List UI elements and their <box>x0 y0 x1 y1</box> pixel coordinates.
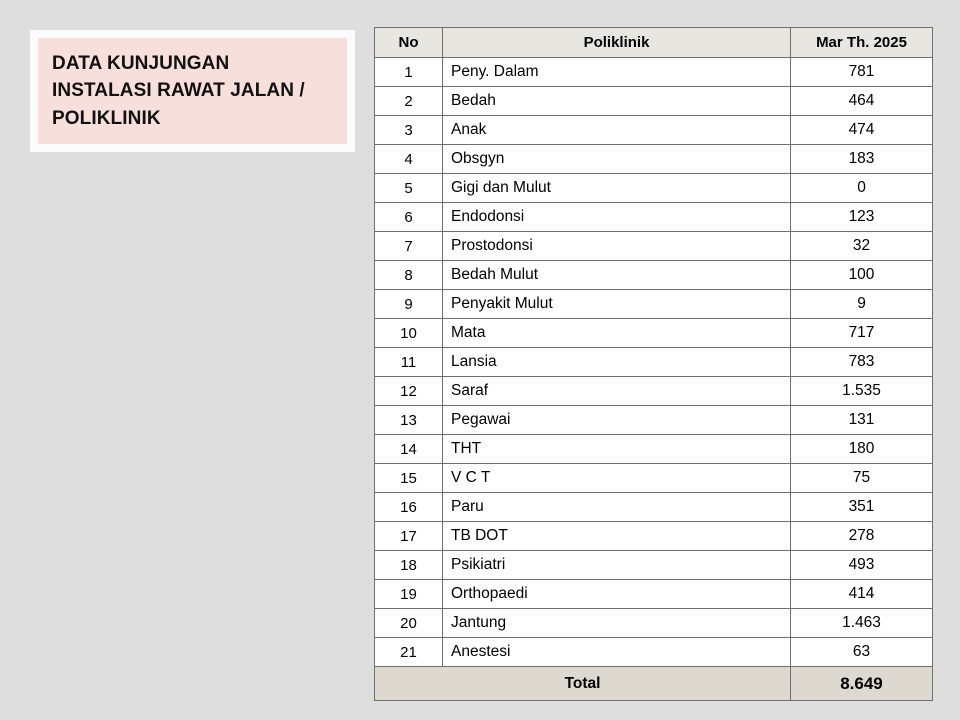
table-row <box>375 348 933 377</box>
cell-no: 8 <box>375 261 443 290</box>
cell-poliklinik: Jantung <box>443 609 791 638</box>
cell-no: 19 <box>375 580 443 609</box>
table-row <box>375 551 933 580</box>
cell-value: 717 <box>791 319 933 348</box>
cell-value: 1.535 <box>791 377 933 406</box>
cell-value: 100 <box>791 261 933 290</box>
table-header-row <box>375 28 933 58</box>
table-row <box>375 609 933 638</box>
cell-poliklinik: Bedah <box>443 87 791 116</box>
cell-no: 20 <box>375 609 443 638</box>
cell-poliklinik: Lansia <box>443 348 791 377</box>
cell-no: 7 <box>375 232 443 261</box>
cell-no: 18 <box>375 551 443 580</box>
cell-poliklinik: TB DOT <box>443 522 791 551</box>
table-row <box>375 87 933 116</box>
visits-table-container <box>374 27 932 701</box>
cell-poliklinik: Orthopaedi <box>443 580 791 609</box>
cell-no: 13 <box>375 406 443 435</box>
cell-value: 0 <box>791 174 933 203</box>
cell-poliklinik: Endodonsi <box>443 203 791 232</box>
title-card-inner <box>38 38 347 144</box>
cell-no: 10 <box>375 319 443 348</box>
title-card <box>30 30 355 152</box>
cell-value: 414 <box>791 580 933 609</box>
cell-value: 9 <box>791 290 933 319</box>
table-row <box>375 290 933 319</box>
cell-poliklinik: Pegawai <box>443 406 791 435</box>
cell-value: 32 <box>791 232 933 261</box>
cell-value: 493 <box>791 551 933 580</box>
cell-no: 6 <box>375 203 443 232</box>
column-header-poliklinik: Poliklinik <box>443 28 791 58</box>
cell-poliklinik: Mata <box>443 319 791 348</box>
cell-poliklinik: Bedah Mulut <box>443 261 791 290</box>
cell-no: 17 <box>375 522 443 551</box>
total-label: Total <box>375 667 791 701</box>
cell-no: 4 <box>375 145 443 174</box>
table-row <box>375 435 933 464</box>
cell-poliklinik: Paru <box>443 493 791 522</box>
cell-value: 783 <box>791 348 933 377</box>
cell-poliklinik: Anak <box>443 116 791 145</box>
table-row <box>375 377 933 406</box>
cell-no: 5 <box>375 174 443 203</box>
cell-no: 11 <box>375 348 443 377</box>
cell-no: 2 <box>375 87 443 116</box>
cell-poliklinik: Prostodonsi <box>443 232 791 261</box>
cell-value: 474 <box>791 116 933 145</box>
table-row <box>375 232 933 261</box>
table-body <box>375 58 933 667</box>
table-row <box>375 174 933 203</box>
table-header <box>375 28 933 58</box>
column-header-no: No <box>375 28 443 58</box>
table-row <box>375 406 933 435</box>
table-row <box>375 319 933 348</box>
cell-value: 180 <box>791 435 933 464</box>
table-row <box>375 638 933 667</box>
cell-value: 1.463 <box>791 609 933 638</box>
cell-poliklinik: Saraf <box>443 377 791 406</box>
cell-no: 1 <box>375 58 443 87</box>
cell-no: 15 <box>375 464 443 493</box>
table-footer <box>375 667 933 701</box>
visits-table <box>374 27 933 701</box>
table-row <box>375 261 933 290</box>
table-row <box>375 464 933 493</box>
cell-no: 21 <box>375 638 443 667</box>
cell-poliklinik: Gigi dan Mulut <box>443 174 791 203</box>
cell-poliklinik: V C T <box>443 464 791 493</box>
cell-no: 14 <box>375 435 443 464</box>
total-value: 8.649 <box>791 667 933 701</box>
cell-poliklinik: Peny. Dalam <box>443 58 791 87</box>
cell-value: 75 <box>791 464 933 493</box>
cell-no: 3 <box>375 116 443 145</box>
cell-value: 351 <box>791 493 933 522</box>
cell-value: 123 <box>791 203 933 232</box>
table-row <box>375 522 933 551</box>
table-row <box>375 116 933 145</box>
cell-poliklinik: THT <box>443 435 791 464</box>
table-row <box>375 580 933 609</box>
cell-poliklinik: Anestesi <box>443 638 791 667</box>
table-total-row <box>375 667 933 701</box>
cell-value: 781 <box>791 58 933 87</box>
cell-no: 9 <box>375 290 443 319</box>
cell-value: 183 <box>791 145 933 174</box>
page-title: DATA KUNJUNGAN INSTALASI RAWAT JALAN / POLIKLINIK <box>52 52 305 129</box>
cell-poliklinik: Penyakit Mulut <box>443 290 791 319</box>
table-row <box>375 145 933 174</box>
cell-poliklinik: Psikiatri <box>443 551 791 580</box>
table-row <box>375 203 933 232</box>
column-header-value: Mar Th. 2025 <box>791 28 933 58</box>
table-row <box>375 493 933 522</box>
cell-value: 464 <box>791 87 933 116</box>
cell-no: 12 <box>375 377 443 406</box>
cell-value: 63 <box>791 638 933 667</box>
cell-value: 131 <box>791 406 933 435</box>
cell-no: 16 <box>375 493 443 522</box>
table-row <box>375 58 933 87</box>
cell-value: 278 <box>791 522 933 551</box>
cell-poliklinik: Obsgyn <box>443 145 791 174</box>
